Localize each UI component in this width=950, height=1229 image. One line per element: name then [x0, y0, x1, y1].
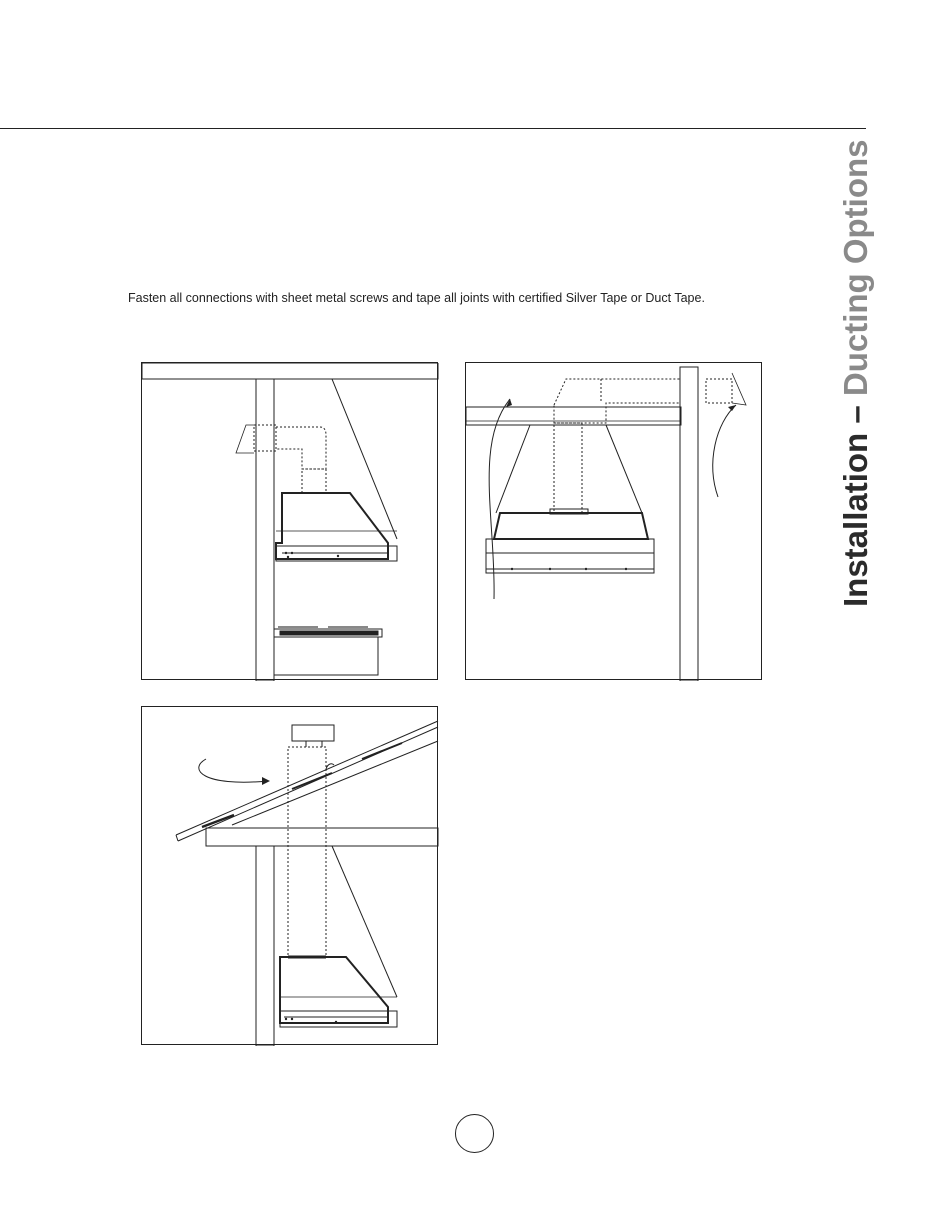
section-title [837, 139, 874, 607]
figure-wall-exhaust [141, 362, 438, 680]
roof-exhaust-diagram [142, 707, 439, 1046]
page-number-circle [455, 1114, 494, 1153]
figure-roof-exhaust [141, 706, 438, 1045]
wall-exhaust-diagram [142, 363, 439, 681]
section-title-sub: Ducting Options [837, 139, 874, 397]
section-title-main: Installation – [837, 396, 874, 607]
instruction-text: Fasten all connections with sheet metal screws and tape all joints with certified Silver Tape or Duct Tape. [128, 291, 705, 305]
island-exhaust-diagram [466, 363, 763, 681]
figure-island-exhaust [465, 362, 762, 680]
header-rule [0, 128, 866, 129]
